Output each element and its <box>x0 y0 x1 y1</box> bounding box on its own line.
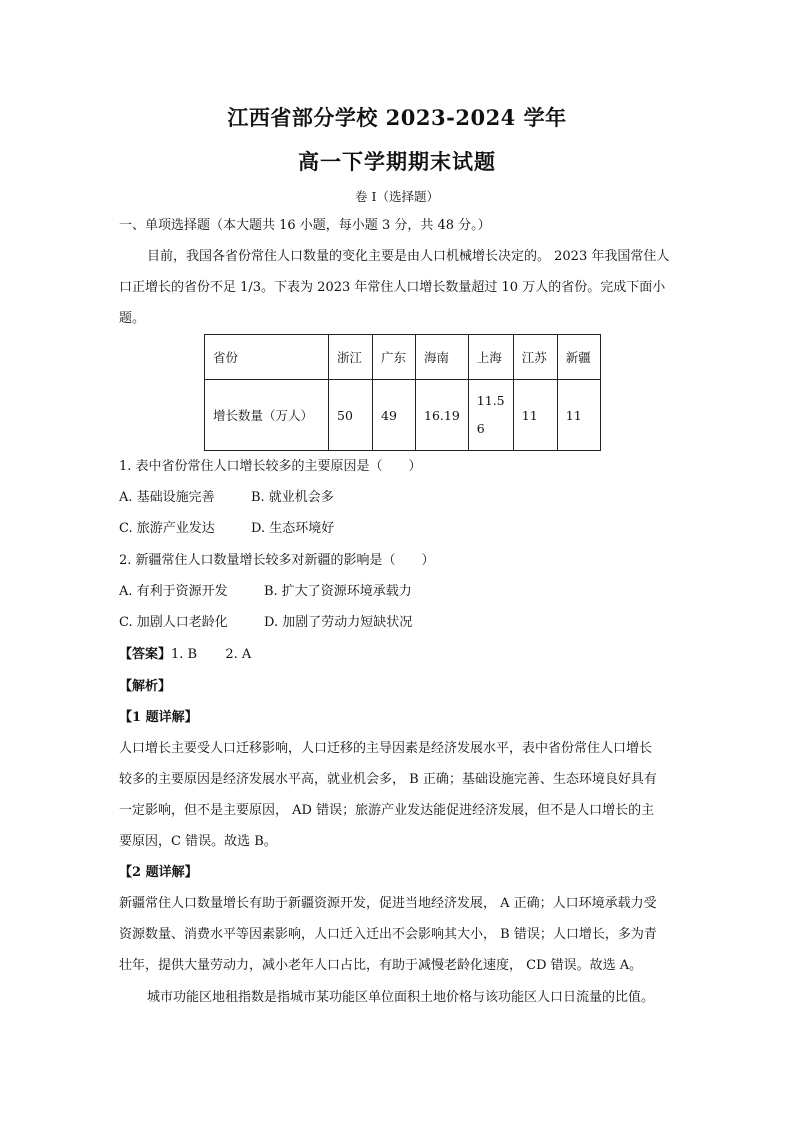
q2-options-row-2 <box>119 608 679 638</box>
q2-stem: 2. 新疆常住人口数量增长较多对新疆的影响是（ ） <box>119 553 435 568</box>
q1-option-d: D. 生态环境好 <box>251 521 335 536</box>
next-section-intro: 城市功能区地租指数是指城市某功能区单位面积土地价格与该功能区人口日流量的比值。 <box>147 990 655 1005</box>
intro-line-3: 题。 <box>119 311 146 326</box>
table-cell-value: 11 <box>557 380 600 451</box>
table-cell-value: 50 <box>329 380 373 451</box>
answer-1: 1. B <box>171 647 198 662</box>
q2-detail-line: 资源数量、消费水平等因素影响，人口迁入迁出不会影响其大小， B 错误；人口增长，多为青 <box>119 927 657 942</box>
q1-detail-line: 要原因，C 错误。故选 B。 <box>119 834 277 849</box>
q1-detail-line: 一定影响，但不是主要原因， AD 错误；旅游产业发达能促进经济发展，但不是人口增长的主 <box>119 803 655 818</box>
table-cell-value: 16.19 <box>416 380 469 451</box>
intro-line-2: 口正增长的省份不足 1/3。下表为 2023 年常住人口增长数量超过 10 万人的省份。完成下面小 <box>119 280 666 295</box>
q2-detail-line: 壮年，提供大量劳动力，减小老年人口占比，有助于减慢老龄化速度， CD 错误。故选 A。 <box>119 958 643 973</box>
document-title: 江西省部分学校 2023-2024 学年 <box>227 105 567 130</box>
table-value-row <box>205 380 601 451</box>
q2-option-d: D. 加剧了劳动力短缺状况 <box>264 615 413 630</box>
q1-option-b: B. 就业机会多 <box>250 490 334 505</box>
part-heading: 一、单项选择题（本大题共 16 小题，每小题 3 分，共 48 分。） <box>119 218 491 233</box>
q1-detail-line: 人口增长主要受人口迁移影响，人口迁移的主导因素是经济发展水平，表中省份常住人口增长 <box>119 741 653 756</box>
table-cell-province: 海南 <box>416 335 469 380</box>
q2-option-c: C. 加剧人口老龄化 <box>119 615 228 630</box>
q2-option-b: B. 扩大了资源环境承载力 <box>263 584 412 599</box>
section-label: 卷 I（选择题） <box>355 189 439 204</box>
table-cell-province: 新疆 <box>557 335 600 380</box>
table-cell-province: 广东 <box>373 335 416 380</box>
q1-option-c: C. 旅游产业发达 <box>119 521 215 536</box>
population-table <box>204 334 601 451</box>
answer-label: 【答案】 <box>119 647 172 662</box>
q1-detail-label: 【1 题详解】 <box>119 710 198 725</box>
table-cell-province: 上海 <box>468 335 513 380</box>
table-header-row <box>205 335 601 380</box>
table-header-label: 省份 <box>205 335 329 380</box>
table-cell-province: 江苏 <box>513 335 557 380</box>
q2-detail-label: 【2 题详解】 <box>119 865 198 880</box>
table-cell-value: 11 <box>513 380 557 451</box>
q1-options-row-2 <box>119 514 679 544</box>
answer-2: 2. A <box>225 647 252 662</box>
q2-option-a: A. 有利于资源开发 <box>119 584 228 599</box>
q2-options-row-1 <box>119 577 679 607</box>
analysis-label: 【解析】 <box>119 679 172 694</box>
q1-stem: 1. 表中省份常住人口增长较多的主要原因是（ ） <box>119 459 422 474</box>
q2-detail-line: 新疆常住人口数量增长有助于新疆资源开发，促进当地经济发展， A 正确；人口环境承载力受 <box>119 896 657 911</box>
answer-line <box>119 640 679 670</box>
table-cell-value: 11.56 <box>468 380 513 451</box>
q1-option-a: A. 基础设施完善 <box>119 490 215 505</box>
q1-detail-line: 较多的主要原因是经济发展水平高，就业机会多， B 正确；基础设施完善、生态环境良好具有 <box>119 772 657 787</box>
table-row-label: 增长数量（万人） <box>205 380 329 451</box>
q1-options-row-1 <box>119 483 679 513</box>
document-subtitle: 高一下学期期末试题 <box>298 149 496 174</box>
table-cell-value: 49 <box>373 380 416 451</box>
table-cell-province: 浙江 <box>329 335 373 380</box>
intro-line-1: 目前，我国各省份常住人口数量的变化主要是由人口机械增长决定的。 2023 年我国常住人 <box>147 249 670 264</box>
